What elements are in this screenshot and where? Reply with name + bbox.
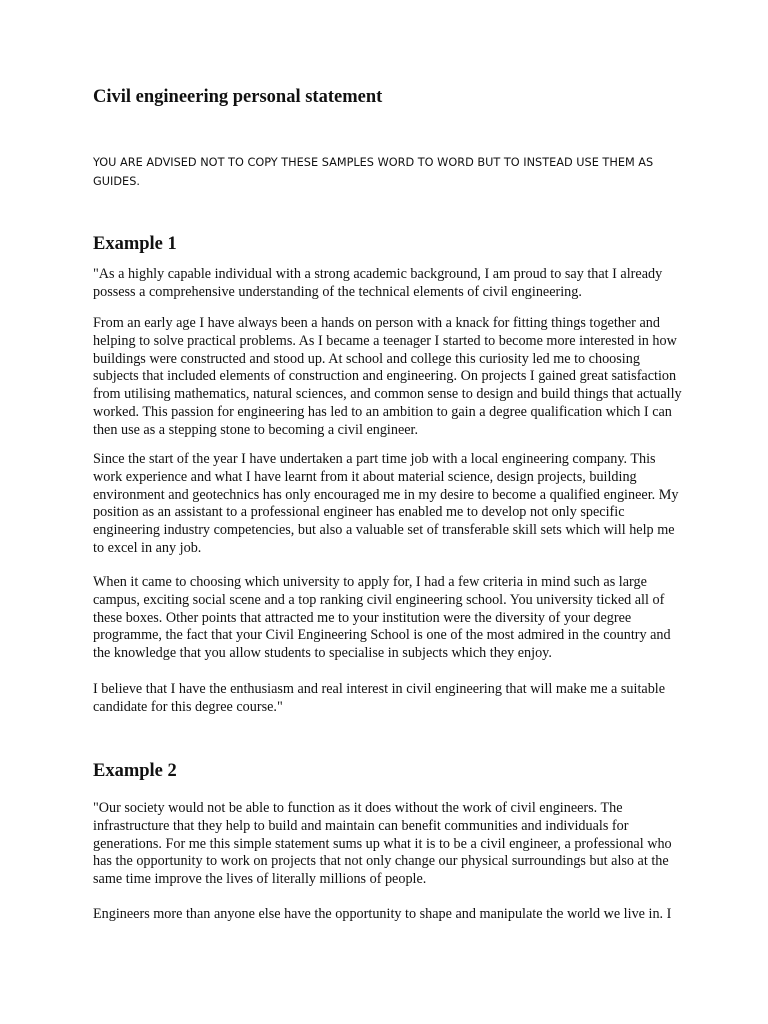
paragraph: "Our society would not be able to function as it does without the work of civil engineers. The infrastructure that they help to build and maintain can benefit communities and individuals for generations. For me this simple statement sums up what it is to be a civil engineer, a professional who has the opportunity to work on projects that not only change our physical surroundings but also at the same time improve the lives of literally millions of people. xyxy=(93,800,672,888)
paragraph: From an early age I have always been a hands on person with a knack for fitting things together and helping to solve practical problems. As I became a teenager I started to become more interested in how buildings were constructed and stood up. At school and college this curiosity led me to choosing subjects that included elements of construction and engineering. On projects I gained great satisfaction from utilising mathematics, natural sciences, and common sense to design and build things that actually worked. This passion for engineering has led to an ambition to gain a degree qualification which I can then use as a stepping stone to becoming a civil engineer. xyxy=(93,315,682,438)
paragraph: Engineers more than anyone else have the opportunity to shape and manipulate the world we live in. I xyxy=(93,906,672,922)
paragraph: I believe that I have the enthusiasm and real interest in civil engineering that will make me a suitable candidate for this degree course." xyxy=(93,681,666,715)
section-heading-example-1: Example 1 xyxy=(93,234,177,254)
section-heading-example-2: Example 2 xyxy=(93,761,177,781)
paragraph: When it came to choosing which university to apply for, I had a few criteria in mind such as large campus, exciting social scene and a top ranking civil engineering school. You university ticked all of these boxes. Other points that attracted me to your institution were the diversity of your degree programme, the fact that your Civil Engineering School is one of the most admired in the country and the knowledge that you allow students to specialise in subjects which they enjoy. xyxy=(93,574,671,662)
document-title: Civil engineering personal statement xyxy=(93,87,383,107)
paragraph: "As a highly capable individual with a strong academic background, I am proud to say that I already possess a comprehensive understanding of the technical elements of civil engineering. xyxy=(93,266,663,300)
copy-advisory-notice: YOU ARE ADVISED NOT TO COPY THESE SAMPLES WORD TO WORD BUT TO INSTEAD USE THEM AS GUIDES. xyxy=(93,156,654,188)
paragraph: Since the start of the year I have undertaken a part time job with a local engineering company. This work experience and what I have learnt from it about material science, design projects, building environment and geotechnics has only encouraged me in my desire to become a qualified engineer. My position as an assistant to a professional engineer has enabled me to develop not only specific engineering industry competencies, but also a valuable set of transferable skill sets which will help me to excel in any job. xyxy=(93,451,679,556)
